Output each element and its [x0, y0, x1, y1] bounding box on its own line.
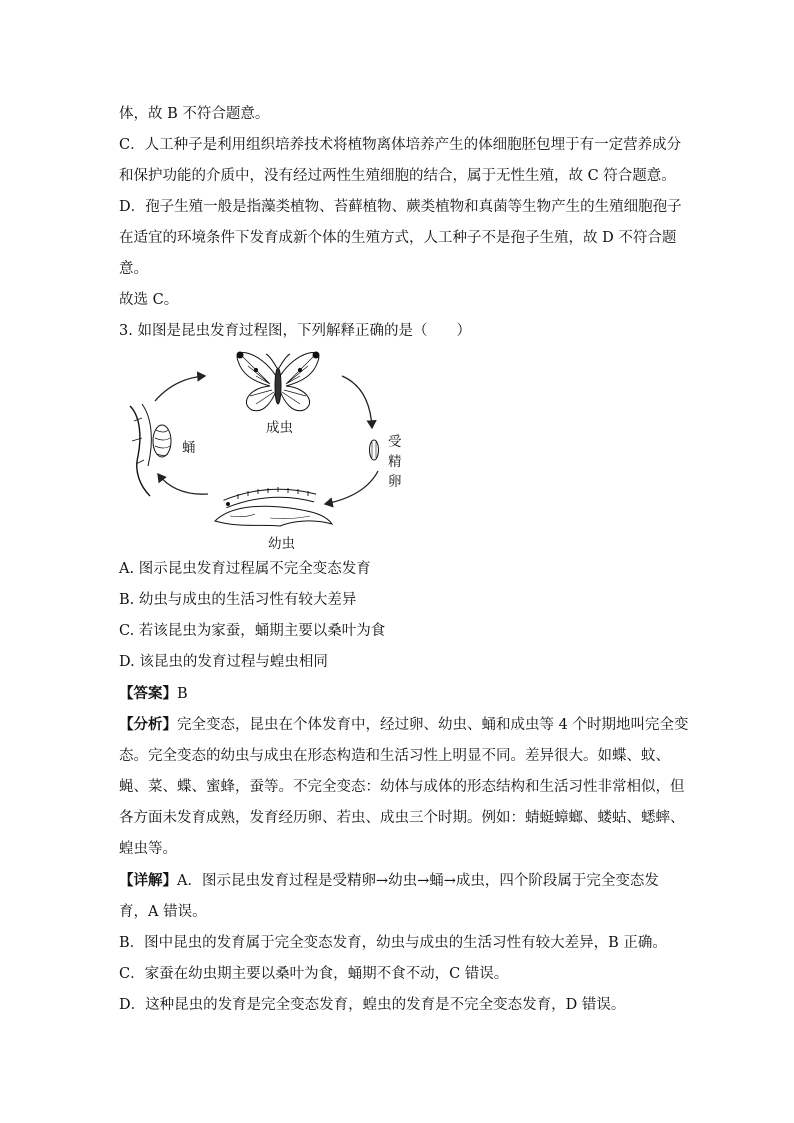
option-d: D. 该昆虫的发育过程与蝗虫相同 [119, 654, 328, 670]
option-a: A. 图示昆虫发育过程属不完全变态发育 [119, 561, 371, 577]
arrow-egg-to-larva [325, 471, 378, 504]
arrow-larva-to-pupa [158, 474, 208, 494]
text-line: 故选 C。 [119, 292, 179, 308]
detail-line: D．这种昆虫的发育是完全变态发育，蝗虫的发育是不完全变态发育，D 错误。 [119, 997, 626, 1013]
text-line: 在适宜的环境条件下发育成新个体的生殖方式，人工种子不是孢子生殖，故 D 不符合题 [119, 230, 677, 246]
egg-label-char-1: 受 [388, 434, 402, 450]
analysis-line: 蝇、菜、蝶、蜜蜂，蚕等。不完全变态：幼体与成体的形态结构和生活习性非常相似，但 [119, 779, 685, 795]
analysis-line: 各方面未发育成熟，发育经历卵、若虫、成虫三个时期。例如：蜻蜓蟑螂、蝼蛄、蟋蟀、 [119, 810, 685, 826]
larva-icon [215, 487, 332, 526]
detail-line [119, 871, 659, 891]
answer-line [119, 684, 188, 704]
text-line: 和保护功能的介质中，没有经过两性生殖细胞的结合，属于无性生殖，故 C 符合题意。 [119, 168, 676, 184]
detail-line: B．图中昆虫的发育属于完全变态发育，幼虫与成虫的生活习性有较大差异，B 正确。 [119, 935, 667, 951]
adult-label: 成虫 [266, 420, 293, 436]
text-line: C．人工种子是利用组织培养技术将植物离体培养产生的体细胞胚包埋于有一定营养成分 [119, 137, 682, 153]
question-stem: 3. 如图是昆虫发育过程图，下列解释正确的是（ ） [119, 323, 471, 339]
analysis-line [119, 715, 688, 735]
insect-life-cycle-diagram [120, 346, 420, 556]
detail-line: C．家蚕在幼虫期主要以桑叶为食，蛹期不食不动，C 错误。 [119, 966, 509, 982]
analysis-tag: 【分析】 [119, 716, 177, 733]
option-c: C. 若该昆虫为家蚕，蛹期主要以桑叶为食 [119, 623, 386, 639]
detail-tag: 【详解】 [119, 872, 177, 889]
analysis-line: 蝗虫等。 [119, 841, 177, 857]
analysis-line: 态。完全变态的幼虫与成虫在形态构造和生活习性上明显不同。差异很大。如蝶、蚊、 [119, 748, 670, 764]
analysis-text: 完全变态，昆虫在个体发育中，经过卵、幼虫、蛹和成虫等 4 个时期地叫完全变 [177, 717, 689, 733]
text-line: 意。 [119, 261, 148, 277]
egg-label-char-3: 卵 [388, 474, 402, 490]
option-b: B. 幼虫与成虫的生活习性有较大差异 [119, 592, 357, 608]
text-line: D．孢子生殖一般是指藻类植物、苔藓植物、蕨类植物和真菌等生物产生的生殖细胞孢子 [119, 199, 682, 215]
arrow-adult-to-egg [342, 376, 372, 428]
life-cycle-illustration [120, 346, 420, 556]
larva-label: 幼虫 [268, 536, 295, 552]
egg-label-char-2: 精 [388, 454, 402, 470]
butterfly-icon [237, 352, 319, 411]
arrow-pupa-to-adult [155, 376, 205, 401]
pupa-label: 蛹 [182, 440, 196, 456]
answer-value: B [177, 686, 188, 702]
pupa-icon [130, 404, 171, 496]
detail-line: 育，A 错误。 [119, 904, 207, 920]
answer-tag: 【答案】 [119, 685, 177, 702]
detail-text: A．图示昆虫发育过程是受精卵→幼虫→蛹→成虫，四个阶段属于完全变态发 [177, 873, 659, 889]
egg-icon [370, 440, 379, 460]
text-line: 体，故 B 不符合题意。 [119, 106, 270, 122]
